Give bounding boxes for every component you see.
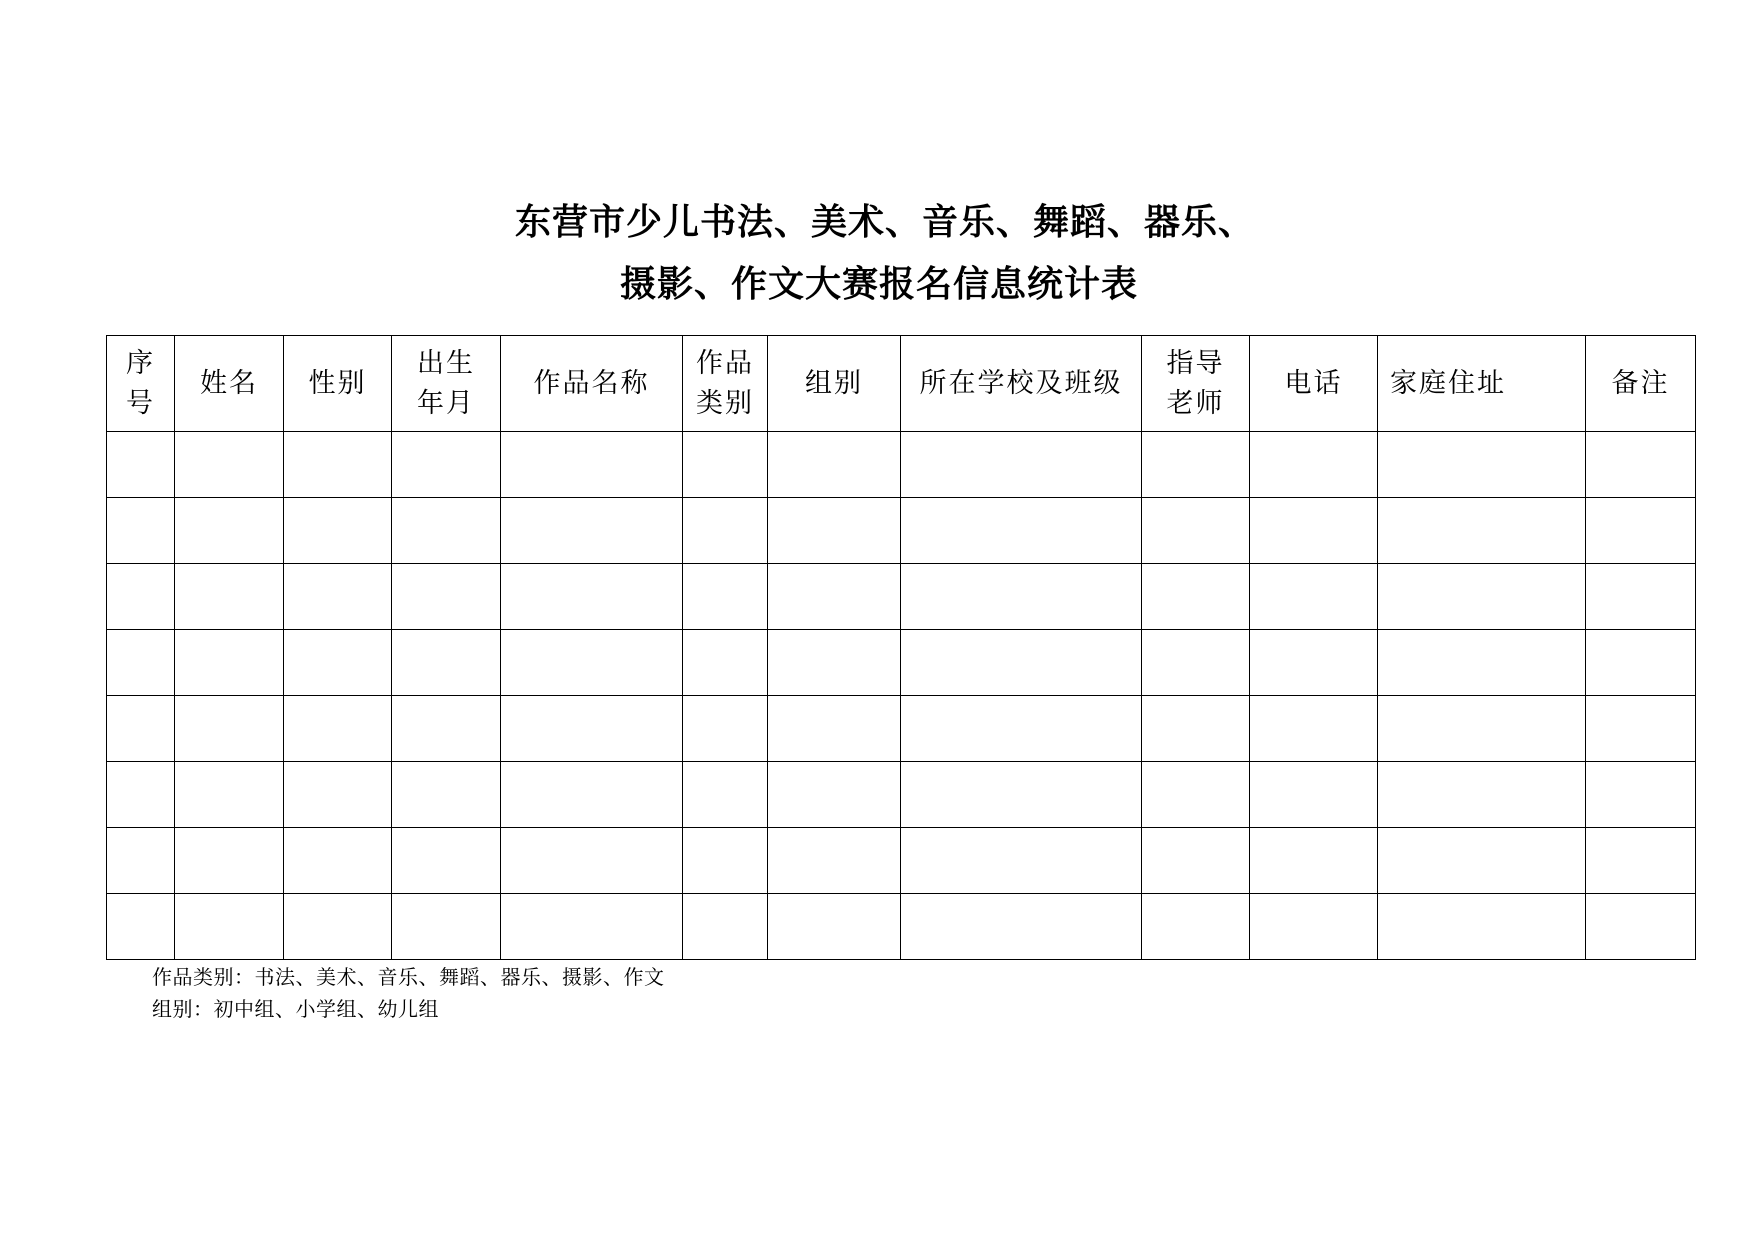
table-cell[interactable]	[392, 696, 501, 762]
table-cell[interactable]	[1250, 432, 1378, 498]
table-cell[interactable]	[1586, 696, 1696, 762]
header-instructor: 指导 老师	[1142, 336, 1250, 432]
table-cell[interactable]	[107, 498, 175, 564]
note-groups: 组别：初中组、小学组、幼儿组	[152, 997, 439, 1021]
table-cell[interactable]	[1142, 498, 1250, 564]
table-cell[interactable]	[175, 828, 284, 894]
table-cell[interactable]	[901, 894, 1142, 960]
table-cell[interactable]	[392, 762, 501, 828]
table-cell[interactable]	[501, 630, 683, 696]
table-cell[interactable]	[901, 498, 1142, 564]
header-school-class: 所在学校及班级	[901, 336, 1142, 432]
table-cell[interactable]	[284, 630, 392, 696]
table-row	[107, 564, 1696, 630]
table-cell[interactable]	[1378, 564, 1586, 630]
table-cell[interactable]	[683, 762, 768, 828]
table-cell[interactable]	[284, 696, 392, 762]
table-cell[interactable]	[107, 828, 175, 894]
table-cell[interactable]	[107, 696, 175, 762]
table-cell[interactable]	[284, 762, 392, 828]
table-cell[interactable]	[901, 762, 1142, 828]
table-cell[interactable]	[1378, 894, 1586, 960]
table-cell[interactable]	[175, 630, 284, 696]
table-cell[interactable]	[392, 564, 501, 630]
table-cell[interactable]	[1378, 630, 1586, 696]
table-cell[interactable]	[683, 498, 768, 564]
document-title-line-1: 东营市少儿书法、美术、音乐、舞蹈、器乐、	[514, 201, 1255, 243]
table-cell[interactable]	[107, 630, 175, 696]
header-group: 组别	[768, 336, 901, 432]
table-cell[interactable]	[175, 894, 284, 960]
table-cell[interactable]	[683, 630, 768, 696]
table-row	[107, 432, 1696, 498]
table-cell[interactable]	[1378, 432, 1586, 498]
table-cell[interactable]	[501, 696, 683, 762]
document-title-line-2: 摄影、作文大赛报名信息统计表	[619, 263, 1138, 305]
table-row	[107, 498, 1696, 564]
table-cell[interactable]	[501, 894, 683, 960]
table-cell[interactable]	[1378, 498, 1586, 564]
table-cell[interactable]	[1250, 828, 1378, 894]
table-cell[interactable]	[768, 762, 901, 828]
table-row	[107, 630, 1696, 696]
table-cell[interactable]	[683, 564, 768, 630]
table-cell[interactable]	[1586, 828, 1696, 894]
table-cell[interactable]	[175, 564, 284, 630]
table-cell[interactable]	[683, 432, 768, 498]
table-cell[interactable]	[1250, 564, 1378, 630]
table-cell[interactable]	[683, 894, 768, 960]
table-cell[interactable]	[1142, 432, 1250, 498]
table-cell[interactable]	[768, 564, 901, 630]
table-cell[interactable]	[284, 498, 392, 564]
note-work-categories: 作品类别：书法、美术、音乐、舞蹈、器乐、摄影、作文	[152, 965, 665, 989]
table-cell[interactable]	[392, 894, 501, 960]
header-home-address: 家庭住址	[1378, 336, 1586, 432]
table-cell[interactable]	[683, 696, 768, 762]
table-cell[interactable]	[1142, 762, 1250, 828]
table-row	[107, 696, 1696, 762]
table-cell[interactable]	[1586, 894, 1696, 960]
table-cell[interactable]	[501, 432, 683, 498]
registration-table	[106, 335, 1696, 960]
table-row	[107, 828, 1696, 894]
table-cell[interactable]	[392, 828, 501, 894]
table-cell[interactable]	[175, 498, 284, 564]
table-cell[interactable]	[1250, 630, 1378, 696]
table-cell[interactable]	[107, 432, 175, 498]
table-cell[interactable]	[1586, 762, 1696, 828]
table-cell[interactable]	[107, 894, 175, 960]
table-cell[interactable]	[107, 762, 175, 828]
table-cell[interactable]	[284, 894, 392, 960]
table-cell[interactable]	[501, 828, 683, 894]
table-cell[interactable]	[768, 630, 901, 696]
table-cell[interactable]	[683, 828, 768, 894]
table-cell[interactable]	[1142, 894, 1250, 960]
table-cell[interactable]	[284, 432, 392, 498]
header-name: 姓名	[175, 336, 284, 432]
table-cell[interactable]	[1250, 696, 1378, 762]
table-cell[interactable]	[1586, 432, 1696, 498]
table-cell[interactable]	[392, 498, 501, 564]
header-row	[107, 336, 1696, 432]
table-body	[107, 432, 1696, 960]
table-row	[107, 894, 1696, 960]
table-cell[interactable]	[501, 564, 683, 630]
table-cell[interactable]	[175, 762, 284, 828]
table-cell[interactable]	[768, 432, 901, 498]
table-cell[interactable]	[1142, 564, 1250, 630]
table-cell[interactable]	[1250, 894, 1378, 960]
table-cell[interactable]	[901, 696, 1142, 762]
table-cell[interactable]	[392, 630, 501, 696]
table-cell[interactable]	[1250, 498, 1378, 564]
table-cell[interactable]	[901, 828, 1142, 894]
table-cell[interactable]	[284, 564, 392, 630]
table-cell[interactable]	[1250, 762, 1378, 828]
table-cell[interactable]	[392, 432, 501, 498]
table-cell[interactable]	[768, 828, 901, 894]
table-cell[interactable]	[768, 696, 901, 762]
table-cell[interactable]	[768, 894, 901, 960]
header-birth-date: 出生 年月	[392, 336, 501, 432]
table-cell[interactable]	[501, 498, 683, 564]
table-cell[interactable]	[1378, 696, 1586, 762]
table-cell[interactable]	[175, 696, 284, 762]
table-cell[interactable]	[1378, 828, 1586, 894]
header-gender: 性别	[284, 336, 392, 432]
table-cell[interactable]	[1586, 630, 1696, 696]
table-cell[interactable]	[1378, 762, 1586, 828]
header-index: 序 号	[107, 336, 175, 432]
table-cell[interactable]	[1586, 564, 1696, 630]
header-work-category: 作品 类别	[683, 336, 768, 432]
header-remarks: 备注	[1586, 336, 1696, 432]
table-cell[interactable]	[1142, 696, 1250, 762]
header-work-title: 作品名称	[501, 336, 683, 432]
table-cell[interactable]	[1142, 630, 1250, 696]
table-row	[107, 762, 1696, 828]
table-cell[interactable]	[768, 498, 901, 564]
table-cell[interactable]	[1586, 498, 1696, 564]
table-cell[interactable]	[175, 432, 284, 498]
table-cell[interactable]	[284, 828, 392, 894]
table-cell[interactable]	[501, 762, 683, 828]
table-cell[interactable]	[901, 564, 1142, 630]
table-cell[interactable]	[107, 564, 175, 630]
table-cell[interactable]	[1142, 828, 1250, 894]
header-phone: 电话	[1250, 336, 1378, 432]
table-cell[interactable]	[901, 630, 1142, 696]
table-cell[interactable]	[901, 432, 1142, 498]
